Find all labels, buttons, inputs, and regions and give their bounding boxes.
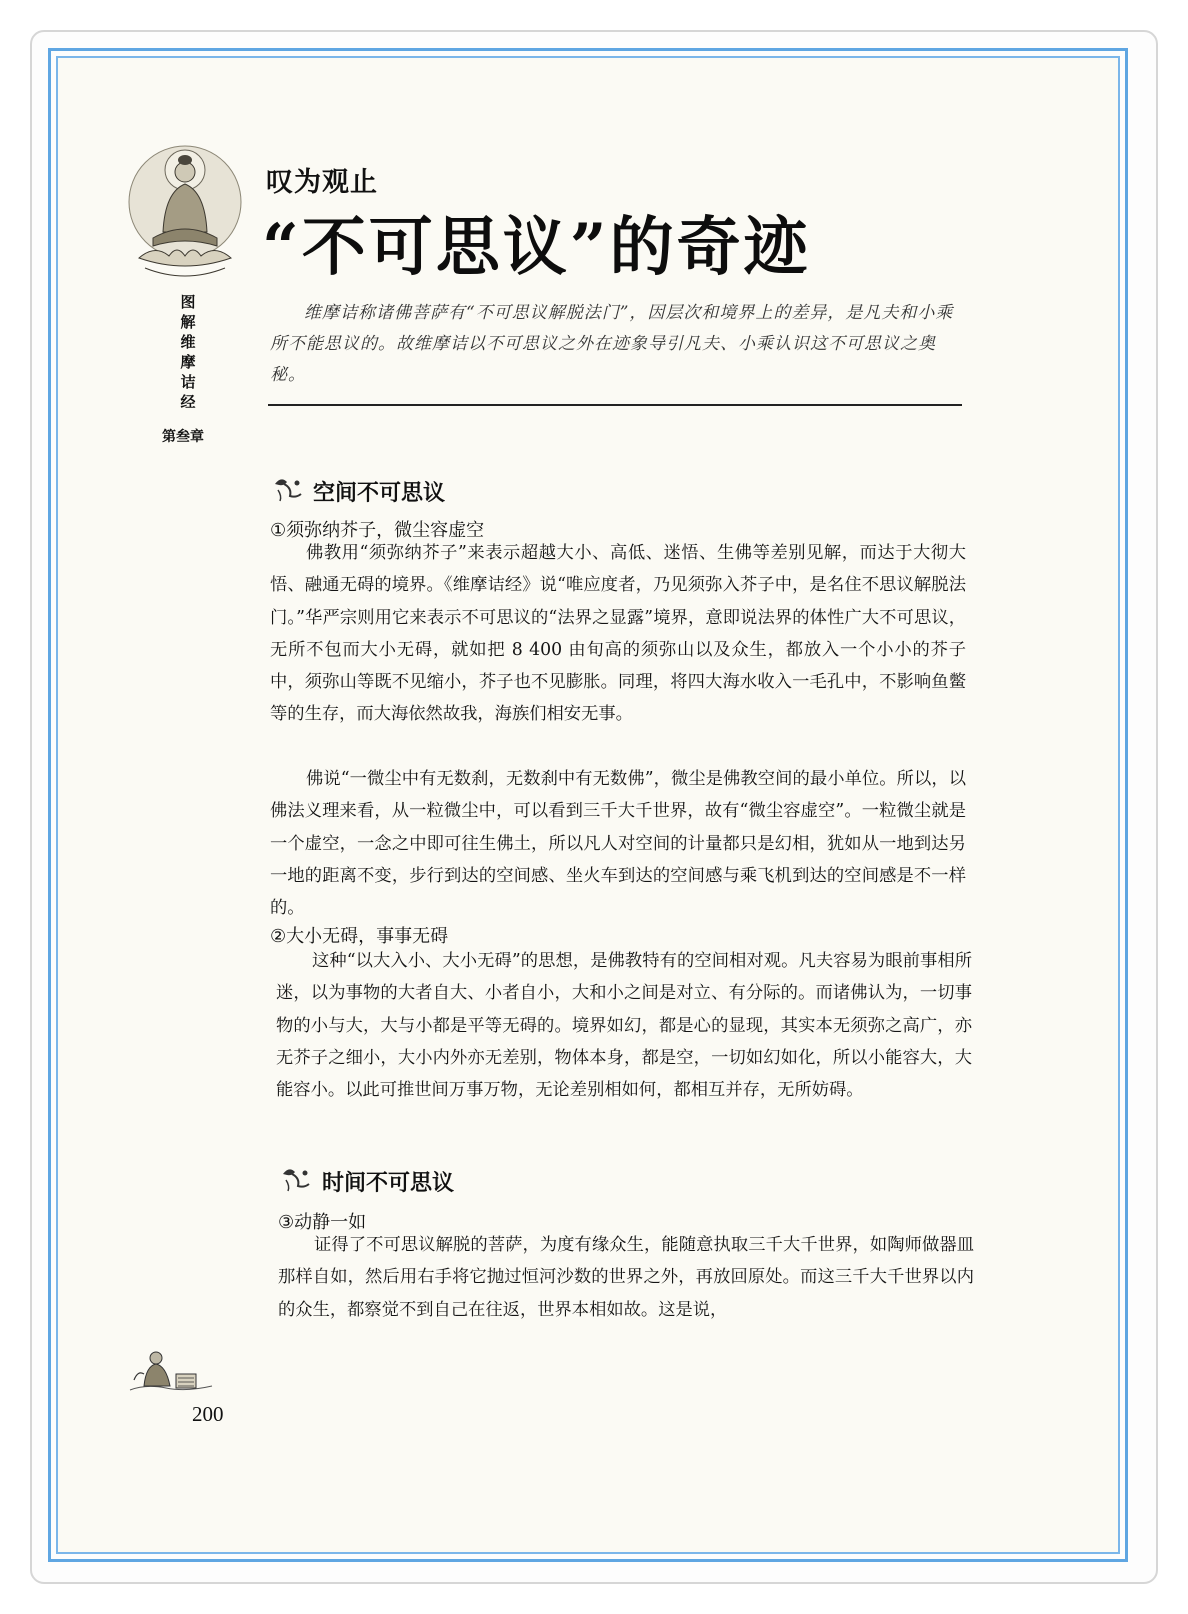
brush-ornament-icon [272,474,306,504]
article-kicker: 叹为观止 [266,167,378,198]
intro-paragraph: 维摩诘称诸佛菩萨有“不可思议解脱法门”，因层次和境界上的差异，是凡夫和小乘所不能思议的。故维摩诘以不可思议之外在迹象导引凡夫、小乘认识这不可思议之奥秘。 [270,303,954,385]
subsection-heading: ①须弥纳芥子，微尘容虚空 [270,520,485,541]
book-title-char: 解 [180,313,196,331]
subsection-heading: ②大小无碍，事事无碍 [270,926,449,947]
book-title-char: 维 [180,333,196,351]
buddha-illustration [125,140,245,285]
subsection-heading: ③动静一如 [278,1212,367,1233]
book-title-vertical [178,292,198,412]
section-heading: 时间不可思议 [322,1171,455,1196]
book-title-char: 摩 [180,353,196,371]
page-number: 200 [192,1402,224,1426]
body-paragraph: 证得了不可思议解脱的菩萨，为度有缘众生，能随意执取三千大千世界，如陶师做器皿那样自如，然后用右手将它抛过恒河沙数的世界之外，再放回原处。而这三千大千世界以内的众生，都察觉不到自己在往返，世界本相如故。这是说， [278,1235,974,1320]
divider-line [268,404,962,406]
book-title-char: 诘 [180,373,196,391]
body-paragraph: 佛说“一微尘中有无数刹，无数刹中有无数佛”，微尘是佛教空间的最小单位。所以，以佛法义理来看，从一粒微尘中，可以看到三千大千世界，故有“微尘容虚空”。一粒微尘就是一个虚空，一念之中即可往生佛土，所以凡人对空间的计量都只是幻相，犹如从一地到达另一地的距离不变，步行到达的空间感、坐火车到达的空间感与乘飞机到达的空间感是不一样的。 [270,769,966,919]
article-title: “不可思议”的奇迹 [262,210,811,285]
body-paragraph: 这种“以大入小、大小无碍”的思想，是佛教特有的空间相对观。凡夫容易为眼前事相所迷，以为事物的大者自大、小者自小，大和小之间是对立、有分际的。而诸佛认为，一切事物的小与大，大与小都是平等无碍的。境界如幻，都是心的显现，其实本无须弥之高广，亦无芥子之细小，大小内外亦无差别，物体本身，都是空，一切如幻如化，所以小能容大，大能容小。以此可推世间万事万物，无论差别相如何，都相互并存，无所妨碍。 [276,951,972,1101]
book-title-char: 图 [180,293,196,311]
brush-ornament-icon [280,1164,314,1194]
monk-illustration [126,1340,216,1398]
section-heading: 空间不可思议 [313,481,446,506]
book-title-char: 经 [180,393,196,411]
chapter-label: 第叁章 [162,429,204,445]
body-paragraph: 佛教用“须弥纳芥子”来表示超越大小、高低、迷悟、生佛等差别见解，而达于大彻大悟、融通无碍的境界。《维摩诘经》说“唯应度者，乃见须弥入芥子中，是名住不思议解脱法门。”华严宗则用它来表示不可思议的“法界之显露”境界，意即说法界的体性广大不可思议，无所不包而大小无碍，就如把 8 400 由旬高的须弥山以及众生，都放入一个小小的芥子中，须弥山等既不见缩小，芥子也不见膨胀。同理，将四大海水收入一毛孔中，不影响鱼鳖等的生存，而大海依然故我，海族们相安无事。 [270,543,966,725]
